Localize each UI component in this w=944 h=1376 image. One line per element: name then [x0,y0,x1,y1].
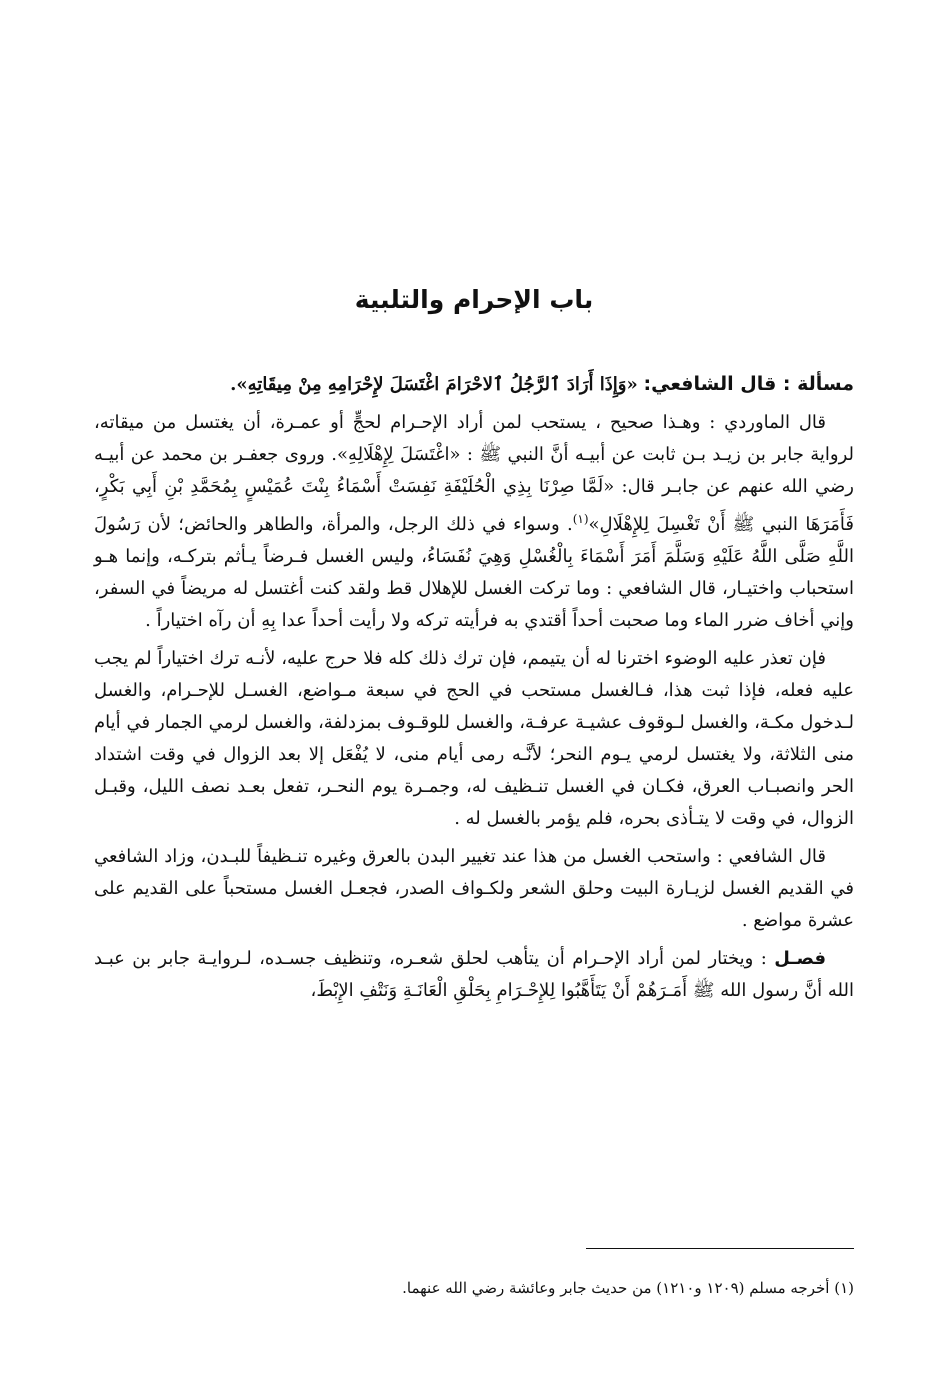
footnote-reference[interactable]: (١) [572,512,589,526]
footnote-divider [586,1248,854,1249]
chapter-title: باب الإحرام والتلبية [354,285,594,314]
footnote-marker: (١) [834,1279,854,1297]
paragraph-mawardi [94,407,854,637]
paragraph-tayammum: فإن تعذر عليه الوضوء اخترنا له أن يتيمم، فإن ترك ذلك كله فلا حرج عليه، لأنـه ترك اختياراً لم يجب عليه فعله، فإذا ثبت هذا، فـالغسل مستحب في الحج في سبعة مـواضع، الغسـل للإحـرام، والغسل لـدخول مكـة، والغسل لـوقوف عشيـة عرفـة، والغسل للوقـوف بمزدلفة، والغسل لرمي الجمار في أيام منى الثلاثة، ولا يغتسل لرمي يـوم النحر؛ لأنَّـه رمى أيام منى، لا يُفْعَل إلا بعد الزوال في وقت اشتداد الحر وانصبـاب العرق، فكـان في الغسل تنـظيف له، وجمـرة يوم النحـر، تفعل بعـد نصف الليل، وقبـل الزوال، في وقت لا يتـأذى بحره، فلم يؤمر بالغسل له . [94,648,854,829]
paragraph-text-continued: . وسواء في ذلك الرجل، والمرأة، والطاهر والحائض؛ لأن رَسُولَ اللَّهِ صَلَّى اللَّهُ عَلَيْهِ وَسَلَّمَ أَمَرَ أَسْمَاءَ بِالْغُسْلِ وَهِيَ نُفَسَاءُ، وليس الغسل فـرضاً يـأثم بتركـه، وإنما هـو استحباب واختيـار، قال الشافعي : وما تركت الغسل للإهلال قط ولقد كنت أغتسل له مريضاً في السفر، وإني أخاف ضرر الماء وما صحبت أحداً أقتدي به فرأيته تركه ولا رأيت أحداً عدا بِهِ أن رآه اختياراً . [94,514,854,631]
footnote-text: أخرجه مسلم (١٢٠٩ و١٢١٠) من حديث جابر وعائشة رضي الله عنهما. [402,1279,830,1297]
paragraph-text: قال الماوردي : وهـذا صحيح ، يستحب لمن أراد الإحـرام لحجٍّ أو عمـرة، أن يغتسل من ميقاته، لرواية جابر بن زيـد بـن ثابت عن أبيـه أنَّ النبي ﷺ : «اغْتَسَلَ لِإِهْلَالِهِ». وروى جعفـر بن محمد عن أبيـه رضي الله عنهم عن جابـر قال: «لَمَّا صِرْنَا بِذِي الْحُلَيْفَةِ نَفِسَتْ أَسْمَاءُ بِنْتَ عُمَيْسٍ بِمُحَمَّدِ بْنِ أَبِي بَكْرٍ، فَأَمَرَهَا النبي ﷺ أَنْ تَغْسِلَ لِلإِهْلَالِ» [94,412,855,535]
paragraph-text: : ويختار لمن أراد الإحـرام أن يتأهب لحلق شعـره، وتنظيف جسـده، لـروايـة جابر بن عبـد الله أنَّ رسول الله ﷺ أَمَـرَهُمْ أَنْ يَتَأَهَّبُوا لِلإِحْـرَامِ بِحَلْقِ الْعَانَـةِ وَنَتْفِ الإِبْطَ، [94,948,854,1001]
main-text [94,368,854,1013]
footnote [94,1276,854,1300]
section-label: فصـل [774,948,826,969]
issue-paragraph [94,368,854,401]
issue-heading: مسألة : قال الشافعي: [643,373,854,395]
paragraph-fasl [94,943,854,1007]
paragraph-shafii-istihbab: قال الشافعي : واستحب الغسل من هذا عند تغيير البدن بالعرق وغيره تنـظيفاً للبـدن، وزاد الشافعي في القديم الغسل لزيـارة البيت وحلق الشعر ولكـواف الصدر، فجعـل الغسل مستحباً على القديم على عشرة مواضع . [94,846,854,931]
book-page [94,0,854,1376]
shafii-quote: «وَإِذَا أَرَادَ ٱلرَّجُلُ ٱلاحْرَامَ اغْتَسَلَ لإِحْرَامِهِ مِنْ مِيقَاتِهِ». [230,374,638,395]
